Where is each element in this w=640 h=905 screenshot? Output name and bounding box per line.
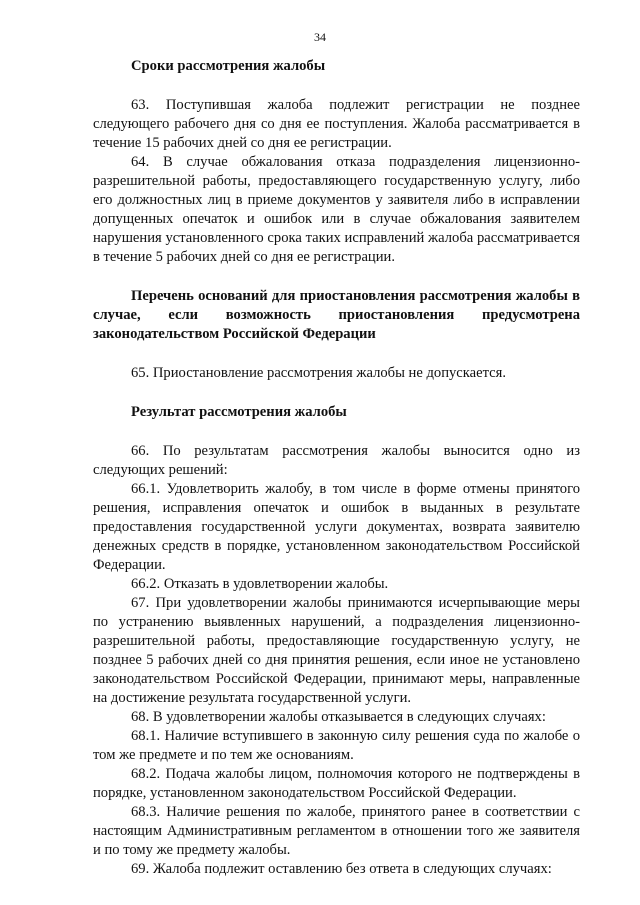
page-content	[93, 57, 580, 879]
section-heading-suspension-grounds: Перечень оснований для приостановления рассмотрения жалобы в случае, если возможность приостановления предусмотрена законодательством Российской Федерации	[93, 288, 580, 342]
paragraph-68-1: 68.1. Наличие вступившего в законную силу решения суда по жалобе о том же предмете и по тем же основаниям.	[93, 728, 580, 763]
section-heading-review-result: Результат рассмотрения жалобы	[131, 404, 347, 420]
paragraph-66-2: 66.2. Отказать в удовлетворении жалобы.	[131, 576, 389, 592]
paragraph-69: 69. Жалоба подлежит оставлению без ответа в следующих случаях:	[131, 861, 552, 877]
paragraph-66: 66. По результатам рассмотрения жалобы выносится одно из следующих решений:	[93, 443, 580, 478]
paragraph-68-3: 68.3. Наличие решения по жалобе, принятого ранее в соответствии с настоящим Административным регламентом в отношении того же заявителя и по тому же предмету жалобы.	[93, 804, 580, 858]
paragraph-67: 67. При удовлетворении жалобы принимаются исчерпывающие меры по устранению выявленных нарушений, а подразделения лицензионно-разрешительной работы, предоставляющие государственную услугу, не позднее 5 рабочих дней со дня принятия решения, если иное не установлено законодательством Российской Федерации, принимают меры, направленные на достижение результата государственной услуги.	[93, 595, 580, 706]
paragraph-65: 65. Приостановление рассмотрения жалобы не допускается.	[131, 365, 507, 381]
paragraph-66-1: 66.1. Удовлетворить жалобу, в том числе в форме отмены принятого решения, исправления опечаток и ошибок в выданных в результате предоставления государственной услуги документах, возврата заявителю денежных средств в порядке, установленном законодательством Российской Федерации.	[93, 481, 580, 573]
paragraph-63: 63. Поступившая жалоба подлежит регистрации не позднее следующего рабочего дня со дня ее поступления. Жалоба рассматривается в течение 15 рабочих дней со дня ее регистрации.	[93, 97, 580, 151]
paragraph-68: 68. В удовлетворении жалобы отказывается в следующих случаях:	[131, 709, 546, 725]
paragraph-68-2: 68.2. Подача жалобы лицом, полномочия которого не подтверждены в порядке, установленном законодательством Российской Федерации.	[93, 766, 580, 801]
page-number: 34	[314, 30, 326, 44]
paragraph-64: 64. В случае обжалования отказа подразделения лицензионно-разрешительной работы, предоставляющего государственную услугу, либо его должностных лиц в приеме документов у заявителя либо в исправлении допущенных опечаток и ошибок или в случае обжалования заявителем нарушения установленного срока таких исправлений жалоба рассматривается в течение 5 рабочих дней со дня ее регистрации.	[93, 154, 580, 265]
section-heading-review-terms: Сроки рассмотрения жалобы	[131, 58, 326, 74]
